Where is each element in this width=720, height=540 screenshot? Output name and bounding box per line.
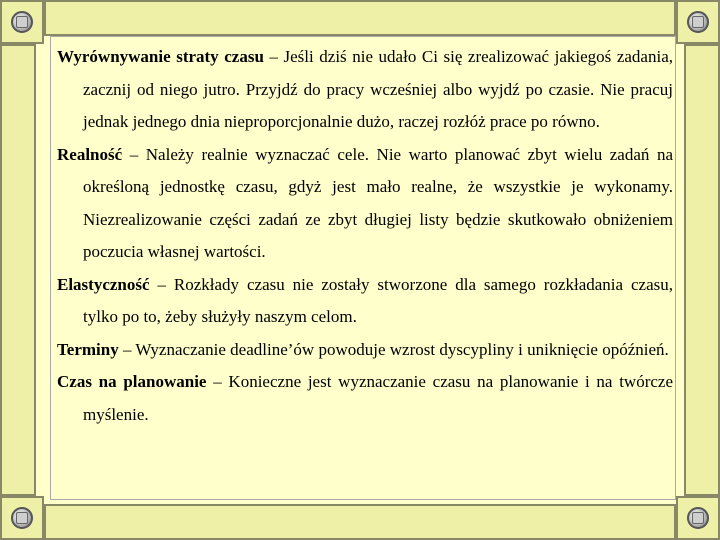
paragraph-planning-time — [57, 366, 673, 431]
corner-top-right — [676, 0, 720, 44]
corner-knob-icon — [687, 507, 709, 529]
paragraph-deadlines — [57, 334, 673, 367]
paragraph-term: Wyrównywanie straty czasu — [57, 47, 264, 66]
paragraph-flexibility — [57, 269, 673, 334]
paragraph-text: – Jeśli dziś nie udało Ci się zrealizować jakiegoś zadania, zacznij od niego jutro. Przyjdź do pracy wcześniej albo wyjdź po czasie. Nie pracuj jednak jednego dnia nieproporcjonalnie dużo, raczej rozłóż prace po równo. — [83, 47, 673, 131]
paragraph-term: Elastyczność — [57, 274, 150, 294]
corner-bottom-right — [676, 496, 720, 540]
paragraph-time-loss-compensation — [57, 41, 673, 139]
paragraph-text: – Konieczne jest wyznaczanie czasu na planowanie i na twórcze myślenie. — [83, 372, 673, 424]
frame-bottom-bar — [44, 504, 676, 540]
paragraph-term: Czas na planowanie — [57, 372, 207, 391]
corner-knob-icon — [11, 507, 33, 529]
paragraph-realism — [57, 139, 673, 269]
slide-content — [50, 36, 676, 500]
corner-knob-icon — [687, 11, 709, 33]
frame-left-bar — [0, 44, 36, 496]
corner-top-left — [0, 0, 44, 44]
paragraph-text: – Należy realnie wyznaczać cele. Nie warto planować zbyt wielu zadań na określoną jednostkę czasu, gdyż jest mało realne, że wszystkie je wykonamy. Niezrealizowanie części zadań ze zbyt długiej listy będzie skutkowało obniżeniem poczucia własnej wartości. — [83, 144, 673, 261]
paragraph-term: Realność — [57, 144, 123, 164]
paragraph-text: – Rozkłady czasu nie zostały stworzone dla samego rozkładania czasu, tylko po to, żeby służyły naszym celom. — [83, 274, 673, 326]
frame-top-bar — [44, 0, 676, 36]
paragraph-term: Terminy — [57, 339, 119, 359]
frame-right-bar — [684, 44, 720, 496]
corner-knob-icon — [11, 11, 33, 33]
paragraph-text: – Wyznaczanie deadline’ów powoduje wzrost dyscypliny i uniknięcie opóźnień. — [118, 339, 669, 359]
corner-bottom-left — [0, 496, 44, 540]
